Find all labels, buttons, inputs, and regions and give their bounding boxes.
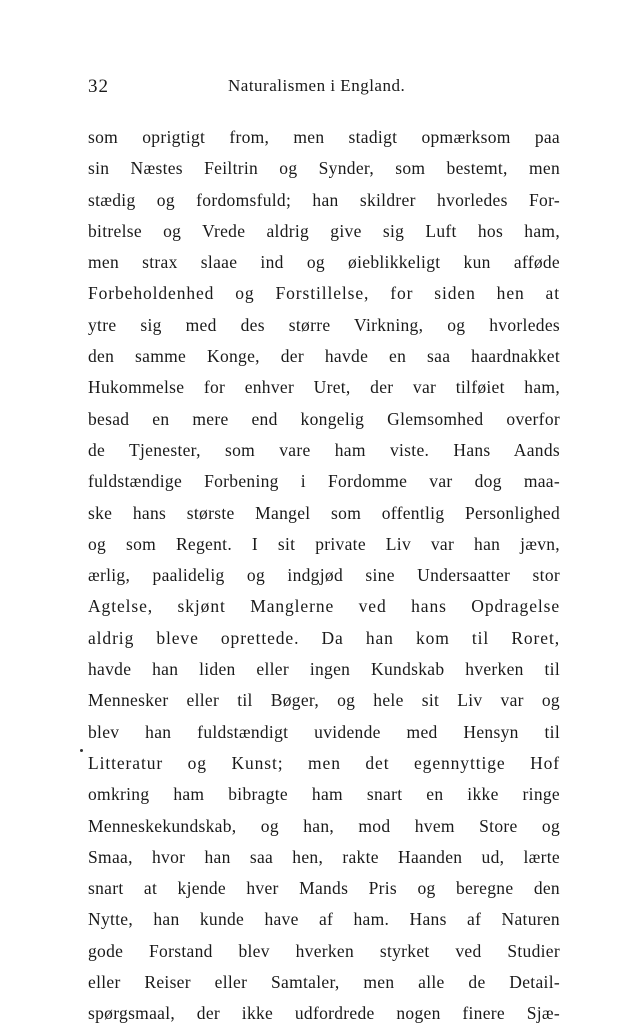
text-line: den samme Konge, der havde en saa haardnakket <box>88 346 560 367</box>
text-line: eller Reiser eller Samtaler, men alle de Detail- <box>88 972 560 993</box>
text-line: som oprigtigt from, men stadigt opmærksom paa <box>88 127 560 147</box>
text-line: Menneskekundskab, og han, mod hvem Store og <box>88 815 560 836</box>
text-line: ske hans største Mangel som offentlig Personlighed <box>88 502 560 523</box>
running-head <box>88 76 558 100</box>
text-line: og som Regent. I sit private Liv var han jævn, <box>88 533 560 554</box>
text-line: Litteratur og Kunst; men det egennyttige Hof <box>88 752 560 773</box>
text-line: Agtelse, skjønt Manglerne ved hans Opdragelse <box>88 596 560 617</box>
text-line: spørgsmaal, der ikke udfordrede nogen finere Sjæ- <box>88 1003 560 1024</box>
text-line: sin Næstes Feiltrin og Synder, som bestemt, men <box>88 158 560 179</box>
text-line: de Tjenester, som vare ham viste. Hans Aands <box>88 439 560 460</box>
text-line: ytre sig med des større Virkning, og hvorledes <box>88 314 560 335</box>
text-line: stædig og fordomsfuld; han skildrer hvorledes For- <box>88 189 560 210</box>
page-number: 32 <box>88 76 109 97</box>
text-line: blev han fuldstændigt uvidende med Hensyn til <box>88 721 560 742</box>
text-line: Hukommelse for enhver Uret, der var tilføiet ham, <box>88 377 560 398</box>
text-line: besad en mere end kongelig Glemsomhed overfor <box>88 408 560 429</box>
text-line: havde han liden eller ingen Kundskab hverken til <box>88 659 560 680</box>
text-line: snart at kjende hver Mands Pris og beregne den <box>88 878 560 899</box>
text-line: men strax slaae ind og øieblikkeligt kun afføde <box>88 252 560 273</box>
text-line: bitrelse og Vrede aldrig give sig Luft hos ham, <box>88 220 560 241</box>
body-text <box>88 122 560 1030</box>
running-title: Naturalismen i England. <box>228 76 406 95</box>
text-line: Nytte, han kunde have af ham. Hans af Naturen <box>88 909 560 930</box>
text-line: fuldstændige Forbening i Fordomme var dog maa- <box>88 471 560 492</box>
text-line: Smaa, hvor han saa hen, rakte Haanden ud, lærte <box>88 846 560 867</box>
text-line: gode Forstand blev hverken styrket ved Studier <box>88 940 560 961</box>
text-line: ærlig, paalidelig og indgjød sine Undersaatter stor <box>88 565 560 586</box>
text-line: Forbeholdenhed og Forstillelse, for siden hen at <box>88 283 560 304</box>
text-line: aldrig bleve oprettede. Da han kom til Roret, <box>88 627 560 648</box>
text-line: Mennesker eller til Bøger, og hele sit Liv var og <box>88 690 560 711</box>
text-line: omkring ham bibragte ham snart en ikke ringe <box>88 784 560 805</box>
margin-mark <box>80 749 83 752</box>
